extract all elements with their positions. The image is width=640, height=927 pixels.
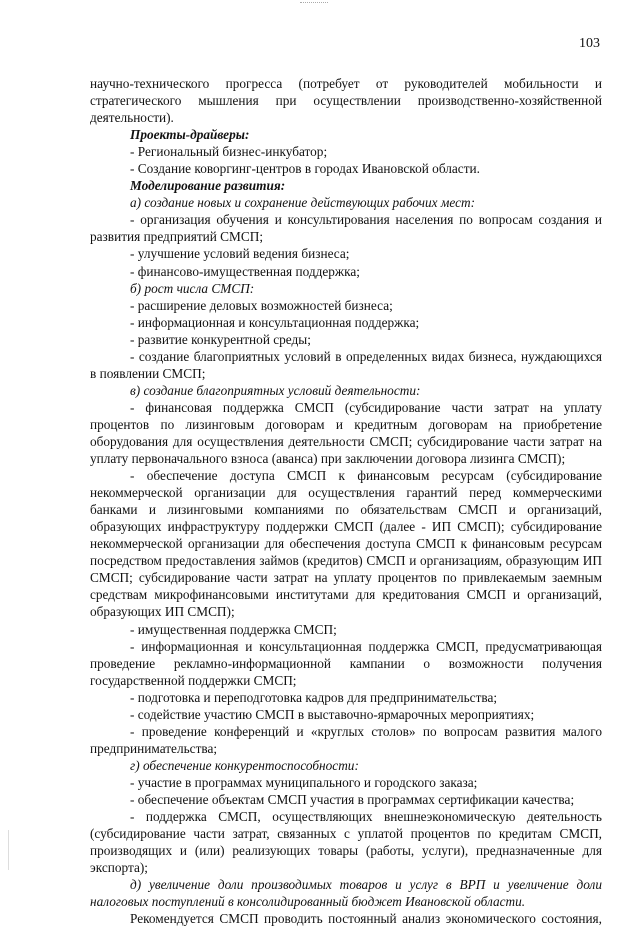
list-item: - обеспечение объектам СМСП участия в программах сертификации качества; — [130, 791, 575, 807]
list-item: - Создание коворгинг-центров в городах Ивановской области. — [130, 161, 480, 177]
list-item: - подготовка и переподготовка кадров для предпринимательства; — [130, 689, 498, 705]
paragraph: научно-технического прогресса (потребует от руководителей мобильности и стратегического мышления при осуществлении производственно-хозяйственной деятельности). — [90, 76, 602, 126]
subsection-heading: д) увеличение доли производимых товаров и услуг в ВРП и увеличение доли налоговых поступлений в консолидированный бюджет Ивановской области. — [90, 877, 602, 910]
list-item: - информационная и консультационная поддержка СМСП, предусматривающая проведение рекламно-информационной кампании о возможности получения государственной поддержки СМСП; — [90, 638, 602, 688]
section-heading: Моделирование развития: — [130, 178, 286, 194]
document-body — [90, 75, 602, 927]
list-item: - финансово-имущественная поддержка; — [130, 263, 360, 279]
list-item: - участие в программах муниципального и городского заказа; — [130, 774, 478, 790]
list-item: - улучшение условий ведения бизнеса; — [130, 246, 350, 262]
scan-edge-artifact — [8, 830, 9, 870]
list-item: - проведение конференций и «круглых столов» по вопросам развития малого предпринимательства; — [90, 723, 602, 756]
list-item: - создание благоприятных условий в определенных видах бизнеса, нуждающихся в появлении СМСП; — [90, 348, 602, 381]
paragraph: Рекомендуется СМСП проводить постоянный анализ экономического состояния, — [130, 911, 602, 927]
list-item: - финансовая поддержка СМСП (субсидирование части затрат на уплату процентов по лизинговым договорам и кредитным договорам на приобретение оборудования для осуществления деятельности СМСП; субсидирование части затрат на уплату первоначального взноса (аванса) при заключении договора лизинга СМСП); — [90, 399, 602, 467]
subsection-heading: б) рост числа СМСП: — [130, 280, 255, 296]
subsection-heading: а) создание новых и сохранение действующих рабочих мест: — [130, 195, 476, 211]
list-item: - расширение деловых возможностей бизнеса; — [130, 297, 393, 313]
scan-artifact — [300, 2, 328, 4]
list-item: - развитие конкурентной среды; — [130, 331, 311, 347]
subsection-heading: в) создание благоприятных условий деятельности: — [130, 382, 421, 398]
list-item: - Региональный бизнес-инкубатор; — [130, 144, 328, 160]
page-number: 103 — [579, 36, 600, 51]
list-item: - организация обучения и консультирования населения по вопросам создания и развития предприятий СМСП; — [90, 212, 602, 245]
section-heading: Проекты-драйверы: — [130, 127, 250, 143]
list-item: - имущественная поддержка СМСП; — [130, 621, 337, 637]
subsection-heading: г) обеспечение конкурентоспособности: — [130, 757, 359, 773]
list-item: - поддержка СМСП, осуществляющих внешнеэкономическую деятельность (субсидирование части затрат, связанных с уплатой процентов по кредитам СМСП, производящих и (или) реализующих товары (работы, услуги), предназначенные для экспорта); — [90, 809, 602, 876]
list-item: - информационная и консультационная поддержка; — [130, 314, 420, 330]
list-item: - содействие участию СМСП в выставочно-ярмарочных мероприятиях; — [130, 706, 535, 722]
list-item: - обеспечение доступа СМСП к финансовым ресурсам (субсидирование некоммерческой организации для осуществления гарантий перед коммерческими банками и лизинговыми компаниями по обязательствам СМСП и организаций, образующих инфраструктуру поддержки СМСП (далее - ИП СМСП); субсидирование некоммерческой организации для обеспечения доступа СМСП к финансовым ресурсам посредством предоставления займов (кредитов) СМСП и организациям, образующим ИП СМСП; субсидирование части затрат на уплату процентов по привлекаемым заемным средствам микрофинансовыми институтами для кредитования СМСП и организаций, образующих ИП СМСП); — [90, 468, 602, 620]
